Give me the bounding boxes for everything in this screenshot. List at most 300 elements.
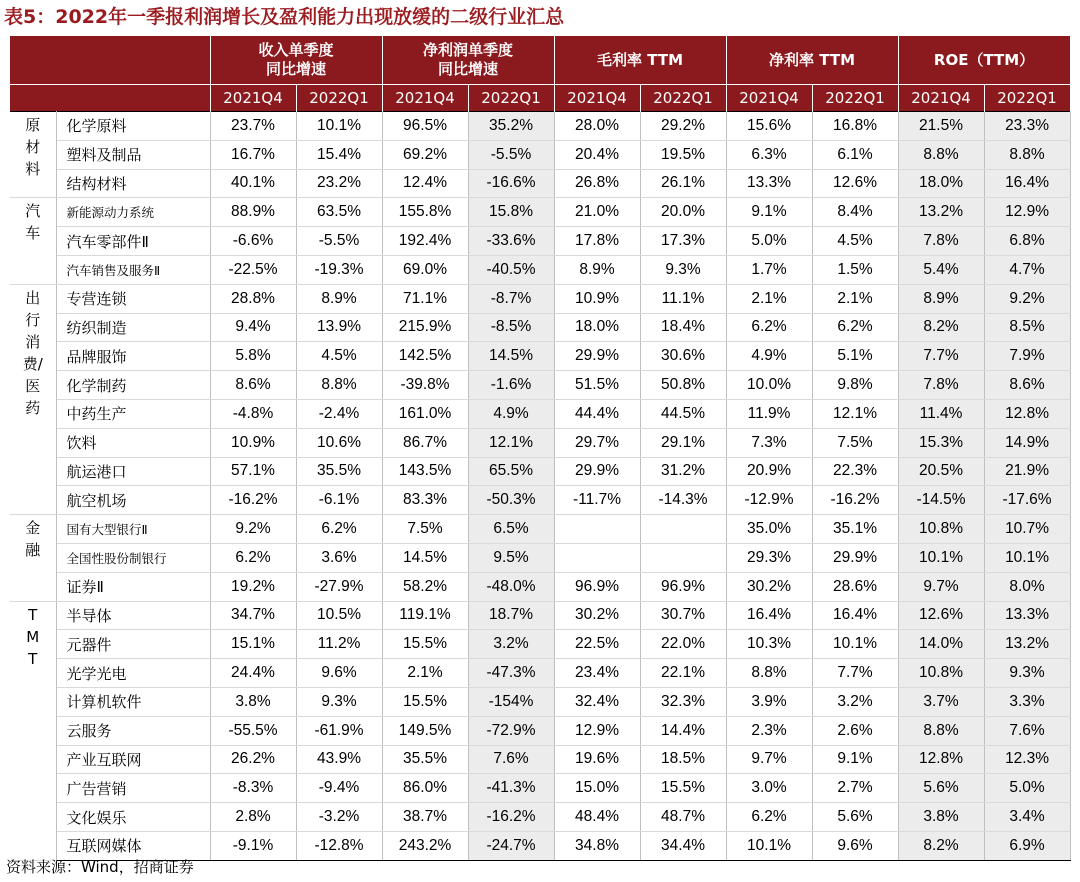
value-cell: 11.2% <box>296 630 382 659</box>
value-cell: 8.8% <box>898 140 984 169</box>
value-cell: 69.2% <box>382 140 468 169</box>
value-cell: 15.5% <box>382 687 468 716</box>
industry-name: 航运港口 <box>56 457 210 486</box>
value-cell: 6.9% <box>984 831 1070 860</box>
value-cell: -4.8% <box>210 399 296 428</box>
industry-name: 饮料 <box>56 428 210 457</box>
value-cell: -24.7% <box>468 831 554 860</box>
table-row <box>10 515 1070 544</box>
value-cell: 20.0% <box>640 198 726 227</box>
value-cell: 6.5% <box>468 515 554 544</box>
header-period-2: 2021Q4 <box>382 85 468 112</box>
value-cell: 18.0% <box>898 169 984 198</box>
value-cell: -8.3% <box>210 774 296 803</box>
value-cell: 1.5% <box>812 255 898 284</box>
industry-name: 证券Ⅱ <box>56 572 210 601</box>
value-cell: 14.5% <box>468 342 554 371</box>
value-cell: 9.5% <box>468 543 554 572</box>
value-cell: -11.7% <box>554 486 640 515</box>
value-cell: 69.0% <box>382 255 468 284</box>
value-cell: -17.6% <box>984 486 1070 515</box>
value-cell: 63.5% <box>296 198 382 227</box>
table-row <box>10 774 1070 803</box>
table-row <box>10 630 1070 659</box>
value-cell: -1.6% <box>468 371 554 400</box>
value-cell: 32.4% <box>554 687 640 716</box>
value-cell: 35.5% <box>382 745 468 774</box>
value-cell: 8.5% <box>984 313 1070 342</box>
value-cell: 34.7% <box>210 601 296 630</box>
table-body <box>10 112 1070 861</box>
group-label: T M T <box>10 601 56 860</box>
value-cell: 149.5% <box>382 716 468 745</box>
value-cell: -14.5% <box>898 486 984 515</box>
value-cell: 18.4% <box>640 313 726 342</box>
value-cell: 12.9% <box>984 198 1070 227</box>
value-cell: 29.9% <box>554 342 640 371</box>
value-cell: 3.6% <box>296 543 382 572</box>
value-cell: 15.5% <box>640 774 726 803</box>
value-cell: 7.7% <box>812 659 898 688</box>
value-cell: -27.9% <box>296 572 382 601</box>
value-cell: 9.8% <box>812 371 898 400</box>
value-cell: 15.8% <box>468 198 554 227</box>
value-cell: 10.5% <box>296 601 382 630</box>
value-cell: -16.2% <box>468 803 554 832</box>
header-period-7: 2022Q1 <box>812 85 898 112</box>
table-row <box>10 112 1070 141</box>
value-cell: 9.6% <box>296 659 382 688</box>
value-cell: 22.3% <box>812 457 898 486</box>
value-cell: 9.3% <box>640 255 726 284</box>
value-cell: 6.2% <box>210 543 296 572</box>
value-cell: 8.6% <box>984 371 1070 400</box>
value-cell: 119.1% <box>382 601 468 630</box>
value-cell: 29.2% <box>640 112 726 141</box>
value-cell: 12.6% <box>812 169 898 198</box>
value-cell: 215.9% <box>382 313 468 342</box>
value-cell: 28.8% <box>210 284 296 313</box>
industry-name: 汽车零部件Ⅱ <box>56 227 210 256</box>
source-note: 资料来源：Wind，招商证券 <box>6 858 194 876</box>
value-cell: 10.8% <box>898 515 984 544</box>
value-cell: 2.1% <box>812 284 898 313</box>
value-cell: 34.4% <box>640 831 726 860</box>
value-cell: 3.7% <box>898 687 984 716</box>
value-cell: 86.0% <box>382 774 468 803</box>
value-cell: 10.1% <box>812 630 898 659</box>
value-cell: 35.0% <box>726 515 812 544</box>
industry-name: 塑料及制品 <box>56 140 210 169</box>
header-period-6: 2021Q4 <box>726 85 812 112</box>
value-cell: -14.3% <box>640 486 726 515</box>
value-cell: 14.0% <box>898 630 984 659</box>
value-cell: 2.7% <box>812 774 898 803</box>
value-cell: 19.6% <box>554 745 640 774</box>
value-cell: 9.2% <box>210 515 296 544</box>
value-cell: -9.1% <box>210 831 296 860</box>
table-row <box>10 486 1070 515</box>
value-cell: 9.3% <box>984 659 1070 688</box>
value-cell: 2.1% <box>726 284 812 313</box>
industry-name: 云服务 <box>56 716 210 745</box>
value-cell: 12.1% <box>468 428 554 457</box>
value-cell: -5.5% <box>296 227 382 256</box>
table-row <box>10 659 1070 688</box>
value-cell: 3.4% <box>984 803 1070 832</box>
value-cell: 30.2% <box>554 601 640 630</box>
value-cell: 23.3% <box>984 112 1070 141</box>
value-cell: 13.3% <box>726 169 812 198</box>
value-cell: 15.3% <box>898 428 984 457</box>
industry-name: 品牌服饰 <box>56 342 210 371</box>
value-cell: 8.4% <box>812 198 898 227</box>
value-cell: 22.5% <box>554 630 640 659</box>
value-cell: -2.4% <box>296 399 382 428</box>
value-cell: -47.3% <box>468 659 554 688</box>
value-cell: 6.1% <box>812 140 898 169</box>
value-cell: 3.9% <box>726 687 812 716</box>
value-cell: 3.3% <box>984 687 1070 716</box>
table-row <box>10 313 1070 342</box>
value-cell: 15.6% <box>726 112 812 141</box>
group-label: 金 融 <box>10 515 56 601</box>
value-cell: 9.7% <box>726 745 812 774</box>
value-cell: 44.4% <box>554 399 640 428</box>
value-cell: 5.6% <box>812 803 898 832</box>
value-cell: 35.2% <box>468 112 554 141</box>
group-label: 出 行 消 费/ 医 药 <box>10 284 56 514</box>
value-cell: 10.1% <box>984 543 1070 572</box>
value-cell: 22.0% <box>640 630 726 659</box>
value-cell: 8.8% <box>984 140 1070 169</box>
value-cell: 20.5% <box>898 457 984 486</box>
value-cell: -12.8% <box>296 831 382 860</box>
industry-name: 纺织制造 <box>56 313 210 342</box>
value-cell: 96.5% <box>382 112 468 141</box>
header-group-0: 收入单季度 同比增速 <box>210 36 382 85</box>
value-cell: 5.8% <box>210 342 296 371</box>
value-cell: 83.3% <box>382 486 468 515</box>
value-cell: 12.4% <box>382 169 468 198</box>
industry-name: 汽车销售及服务Ⅱ <box>56 255 210 284</box>
value-cell: 16.4% <box>726 601 812 630</box>
value-cell: 32.3% <box>640 687 726 716</box>
value-cell: 20.9% <box>726 457 812 486</box>
value-cell: 3.2% <box>468 630 554 659</box>
value-cell: -12.9% <box>726 486 812 515</box>
header-row-groups <box>10 36 1070 85</box>
header-period-1: 2022Q1 <box>296 85 382 112</box>
value-cell: 13.2% <box>898 198 984 227</box>
value-cell: -6.6% <box>210 227 296 256</box>
table-row <box>10 399 1070 428</box>
value-cell: 86.7% <box>382 428 468 457</box>
value-cell: 71.1% <box>382 284 468 313</box>
value-cell: 7.7% <box>898 342 984 371</box>
value-cell: 4.9% <box>726 342 812 371</box>
value-cell: 9.7% <box>898 572 984 601</box>
value-cell: 9.6% <box>812 831 898 860</box>
value-cell: 29.7% <box>554 428 640 457</box>
industry-table-container <box>10 36 1070 861</box>
value-cell: 2.3% <box>726 716 812 745</box>
header-blank-cell <box>56 36 210 85</box>
value-cell: 12.1% <box>812 399 898 428</box>
value-cell: 142.5% <box>382 342 468 371</box>
table-title: 表5：2022年一季报利润增长及盈利能力出现放缓的二级行业汇总 <box>4 6 565 28</box>
value-cell: 5.0% <box>726 227 812 256</box>
value-cell: 4.7% <box>984 255 1070 284</box>
value-cell: 28.0% <box>554 112 640 141</box>
value-cell <box>554 515 640 544</box>
value-cell: 10.7% <box>984 515 1070 544</box>
value-cell: 15.4% <box>296 140 382 169</box>
value-cell: 48.4% <box>554 803 640 832</box>
value-cell: 11.4% <box>898 399 984 428</box>
value-cell: -48.0% <box>468 572 554 601</box>
value-cell: 17.8% <box>554 227 640 256</box>
value-cell: 14.5% <box>382 543 468 572</box>
header-period-5: 2022Q1 <box>640 85 726 112</box>
value-cell: 6.8% <box>984 227 1070 256</box>
value-cell: 10.9% <box>554 284 640 313</box>
value-cell: 8.9% <box>898 284 984 313</box>
value-cell: 44.5% <box>640 399 726 428</box>
header-group-4: ROE（TTM） <box>898 36 1070 85</box>
value-cell: 29.9% <box>812 543 898 572</box>
table-row <box>10 198 1070 227</box>
table-row <box>10 601 1070 630</box>
value-cell: -154% <box>468 687 554 716</box>
value-cell: -16.2% <box>812 486 898 515</box>
value-cell: 29.3% <box>726 543 812 572</box>
table-row <box>10 169 1070 198</box>
value-cell: 30.2% <box>726 572 812 601</box>
value-cell: 10.9% <box>210 428 296 457</box>
value-cell: 12.6% <box>898 601 984 630</box>
value-cell: 35.1% <box>812 515 898 544</box>
value-cell: 28.6% <box>812 572 898 601</box>
header-blank-cell <box>10 36 56 85</box>
value-cell: 9.1% <box>812 745 898 774</box>
value-cell: 7.8% <box>898 371 984 400</box>
table-row <box>10 543 1070 572</box>
header-group-1: 净利润单季度 同比增速 <box>382 36 554 85</box>
table-row <box>10 428 1070 457</box>
value-cell: 6.2% <box>726 313 812 342</box>
value-cell: 10.6% <box>296 428 382 457</box>
value-cell: 2.1% <box>382 659 468 688</box>
value-cell: 9.4% <box>210 313 296 342</box>
value-cell: 26.1% <box>640 169 726 198</box>
table-row <box>10 342 1070 371</box>
value-cell: -33.6% <box>468 227 554 256</box>
value-cell: 13.3% <box>984 601 1070 630</box>
value-cell: 161.0% <box>382 399 468 428</box>
value-cell: 8.2% <box>898 313 984 342</box>
value-cell: 155.8% <box>382 198 468 227</box>
value-cell: 20.4% <box>554 140 640 169</box>
value-cell: -22.5% <box>210 255 296 284</box>
value-cell: -8.7% <box>468 284 554 313</box>
value-cell: -6.1% <box>296 486 382 515</box>
value-cell: 15.1% <box>210 630 296 659</box>
value-cell: 13.9% <box>296 313 382 342</box>
value-cell: -3.2% <box>296 803 382 832</box>
table-row <box>10 457 1070 486</box>
value-cell: 3.8% <box>898 803 984 832</box>
header-period-0: 2021Q4 <box>210 85 296 112</box>
value-cell: 8.8% <box>898 716 984 745</box>
value-cell: -50.3% <box>468 486 554 515</box>
value-cell: 16.8% <box>812 112 898 141</box>
value-cell: 2.6% <box>812 716 898 745</box>
industry-name: 化学制药 <box>56 371 210 400</box>
value-cell: 9.2% <box>984 284 1070 313</box>
industry-name: 结构材料 <box>56 169 210 198</box>
value-cell: -9.4% <box>296 774 382 803</box>
value-cell: -16.2% <box>210 486 296 515</box>
header-period-9: 2022Q1 <box>984 85 1070 112</box>
value-cell: 24.4% <box>210 659 296 688</box>
value-cell: 9.3% <box>296 687 382 716</box>
value-cell: 21.5% <box>898 112 984 141</box>
header-row-periods <box>10 85 1070 112</box>
value-cell: 10.0% <box>726 371 812 400</box>
value-cell: 7.5% <box>382 515 468 544</box>
value-cell: 6.2% <box>726 803 812 832</box>
value-cell: 12.9% <box>554 716 640 745</box>
value-cell: 29.9% <box>554 457 640 486</box>
value-cell: 4.5% <box>296 342 382 371</box>
industry-name: 光学光电 <box>56 659 210 688</box>
industry-name: 化学原料 <box>56 112 210 141</box>
value-cell: 18.0% <box>554 313 640 342</box>
value-cell: 30.7% <box>640 601 726 630</box>
value-cell: 12.8% <box>984 399 1070 428</box>
value-cell <box>640 543 726 572</box>
industry-name: 文化娱乐 <box>56 803 210 832</box>
value-cell: 8.8% <box>296 371 382 400</box>
value-cell: -72.9% <box>468 716 554 745</box>
table-row <box>10 140 1070 169</box>
table-row <box>10 284 1070 313</box>
value-cell: 1.7% <box>726 255 812 284</box>
value-cell: -8.5% <box>468 313 554 342</box>
value-cell: 50.8% <box>640 371 726 400</box>
value-cell: 143.5% <box>382 457 468 486</box>
table-row <box>10 687 1070 716</box>
industry-name: 航空机场 <box>56 486 210 515</box>
table-row <box>10 371 1070 400</box>
industry-name: 互联网媒体 <box>56 831 210 860</box>
value-cell: 88.9% <box>210 198 296 227</box>
value-cell: 18.5% <box>640 745 726 774</box>
value-cell: 3.8% <box>210 687 296 716</box>
value-cell: 23.2% <box>296 169 382 198</box>
group-label: 原 材 料 <box>10 112 56 198</box>
value-cell: 23.7% <box>210 112 296 141</box>
industry-name: 新能源动力系统 <box>56 198 210 227</box>
value-cell: 8.0% <box>984 572 1070 601</box>
table-row <box>10 716 1070 745</box>
value-cell: 16.4% <box>812 601 898 630</box>
value-cell: 14.4% <box>640 716 726 745</box>
industry-table <box>10 36 1071 861</box>
value-cell: 8.9% <box>296 284 382 313</box>
value-cell: 57.1% <box>210 457 296 486</box>
value-cell: 10.3% <box>726 630 812 659</box>
value-cell <box>640 515 726 544</box>
value-cell: 23.4% <box>554 659 640 688</box>
value-cell: -40.5% <box>468 255 554 284</box>
value-cell: 38.7% <box>382 803 468 832</box>
value-cell: 15.5% <box>382 630 468 659</box>
value-cell: 65.5% <box>468 457 554 486</box>
value-cell: 7.6% <box>984 716 1070 745</box>
industry-name: 全国性股份制银行 <box>56 543 210 572</box>
header-blank-cell <box>56 85 210 112</box>
group-label: 汽 车 <box>10 198 56 284</box>
value-cell: 7.8% <box>898 227 984 256</box>
header-period-8: 2021Q4 <box>898 85 984 112</box>
value-cell: 11.9% <box>726 399 812 428</box>
value-cell: 3.0% <box>726 774 812 803</box>
value-cell: 14.9% <box>984 428 1070 457</box>
table-row <box>10 572 1070 601</box>
industry-name: 半导体 <box>56 601 210 630</box>
value-cell: 29.1% <box>640 428 726 457</box>
table-row <box>10 255 1070 284</box>
value-cell: -61.9% <box>296 716 382 745</box>
value-cell: 18.7% <box>468 601 554 630</box>
value-cell: 8.8% <box>726 659 812 688</box>
value-cell: 35.5% <box>296 457 382 486</box>
value-cell: 96.9% <box>554 572 640 601</box>
industry-name: 中药生产 <box>56 399 210 428</box>
value-cell: 8.9% <box>554 255 640 284</box>
value-cell: 43.9% <box>296 745 382 774</box>
value-cell: 9.1% <box>726 198 812 227</box>
header-period-3: 2022Q1 <box>468 85 554 112</box>
header-period-4: 2021Q4 <box>554 85 640 112</box>
value-cell <box>554 543 640 572</box>
value-cell: 22.1% <box>640 659 726 688</box>
value-cell: 7.5% <box>812 428 898 457</box>
value-cell: 6.3% <box>726 140 812 169</box>
industry-name: 专营连锁 <box>56 284 210 313</box>
value-cell: 6.2% <box>296 515 382 544</box>
value-cell: 31.2% <box>640 457 726 486</box>
value-cell: 7.9% <box>984 342 1070 371</box>
industry-name: 广告营销 <box>56 774 210 803</box>
value-cell: 10.8% <box>898 659 984 688</box>
value-cell: 5.6% <box>898 774 984 803</box>
value-cell: 30.6% <box>640 342 726 371</box>
value-cell: 7.3% <box>726 428 812 457</box>
value-cell: 19.2% <box>210 572 296 601</box>
value-cell: 26.8% <box>554 169 640 198</box>
value-cell: -55.5% <box>210 716 296 745</box>
value-cell: 10.1% <box>296 112 382 141</box>
value-cell: 34.8% <box>554 831 640 860</box>
value-cell: 2.8% <box>210 803 296 832</box>
value-cell: 12.3% <box>984 745 1070 774</box>
table-row <box>10 227 1070 256</box>
value-cell: 40.1% <box>210 169 296 198</box>
value-cell: 51.5% <box>554 371 640 400</box>
